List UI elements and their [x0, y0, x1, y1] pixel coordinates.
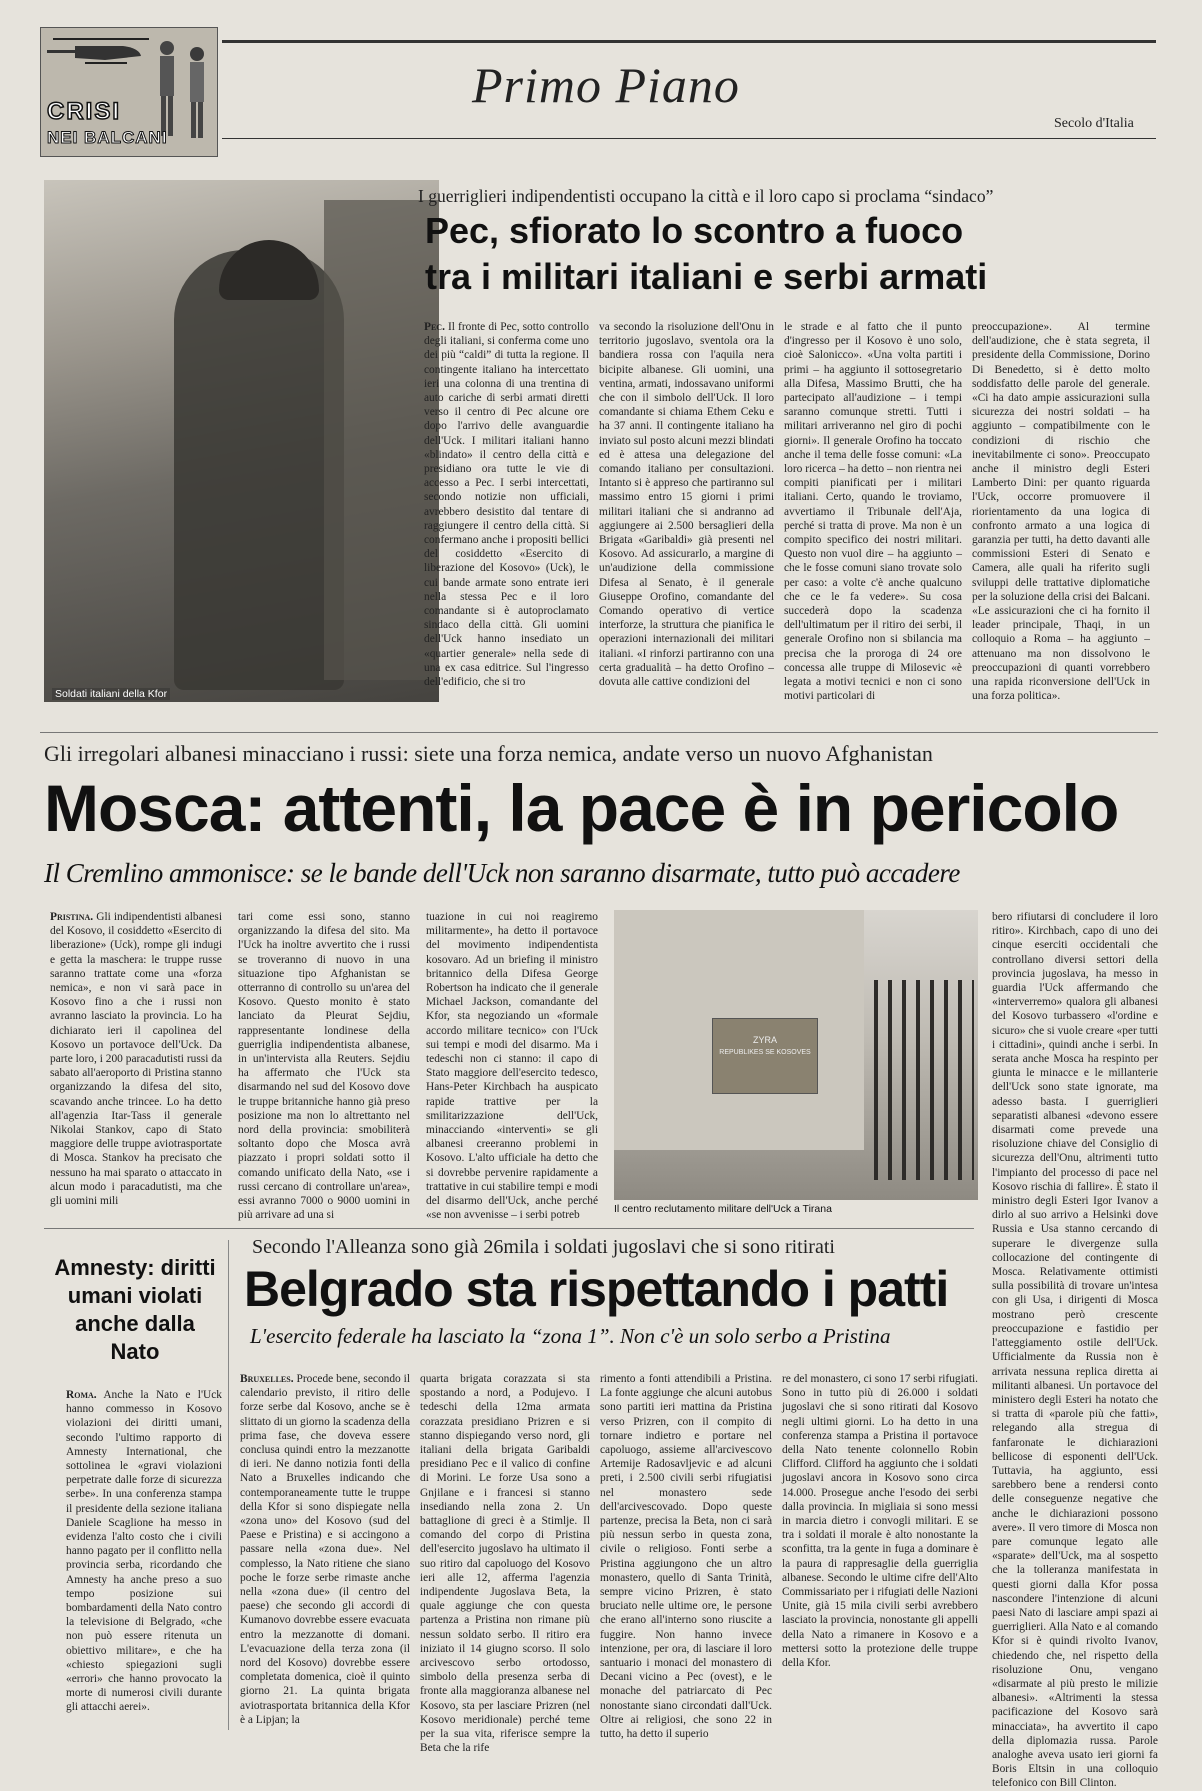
- masthead: Secolo d'Italia: [1054, 116, 1134, 131]
- plaque-line-2: REPUBLIKES SE KOSOVES: [719, 1049, 811, 1056]
- body-col-2: [420, 1372, 590, 1755]
- vehicle: [324, 200, 439, 680]
- headline-line-1: Pec, sfiorato lo scontro a fuoco: [425, 210, 964, 251]
- dateline: Bruxelles.: [240, 1373, 294, 1385]
- dateline: Pec.: [424, 321, 445, 333]
- body-col-3: [784, 320, 962, 703]
- body-text: va secondo la risoluzione dell'Onu in territorio jugoslavo, sventola ora la bandiera rossa con l'aquila nera bicipite albanese. Gli uomini, una ventina, armati, indossavano uniformi che con il simbolo dell'Uck. Il loro comandante si chiama Ethem Ceku e ha 37 anni. Il contingente italiano ha inviato sul posto alcuni mezzi blindati ed è attesa una delegazione del comando italiano per consultazioni. Intanto si è appreso che partiranno sul massimo entro 15 giorni i primi militari italiani che si andranno ad aggiungere ai 2.500 bersaglieri della Brigata «Garibaldi» già presenti nel Kosovo. Ad assicurarlo, a margine di un'audizione della commissione Difesa al Senato, è il generale Giuseppe Orofino, comandante del Comando operativo di vertice interforze, la struttura che pianifica le operazioni internazionali dei militari italiani. «I rinforzi partiranno con una certa gradualità – ha detto Orofino – dovuta alle cattive condizioni del: [599, 321, 774, 689]
- body-col-4: [782, 1372, 978, 1730]
- body-text: tuazione in cui noi reagiremo militarmente», ha detto il portavoce del movimento indipendentista kosovaro. Ad un briefing il ministro britannico della Difesa George Robertson ha indicato che il generale Michael Jackson, comandante del Kfor, sta negoziando un «formale accordo militare tecnico» con l'Uck sui tempi e modi del disarmo. Ma i tedeschi non ci stanno: il capo di Stato maggiore dell'esercito tedesco, Hans-Peter Kirchbach ha auspicato rapide trattive per la smilitarizzazione dell'Uck, minacciando «interventi» se gli albanesi creeranno problemi in Kosovo. L'alto ufficiale ha detto che si dovrebbe pervenire rapidamente a trattative in cui stabilire tempi e modi del disarmo dell'Uck, anche perché «se non avvenisse – i serbi potreb: [426, 911, 598, 1222]
- headline-line-2: tra i militari italiani e serbi armati: [425, 256, 988, 297]
- section-divider: [40, 732, 1158, 733]
- body-col-2: [238, 910, 410, 1222]
- body-text: Anche la Nato e l'Uck hanno commesso in Kosovo violazioni dei diritti umani, secondo l'ultimo rapporto di Amnesty International, che sottolinea le «gravi violazioni perpetrate dalle forze di sicurezza serbe». In una conferenza stampa il presidente della sezione italiana Daniele Scaglione ha messo in evidenza l'alto costo che i civili hanno pagato per il conflitto nella provincia serba, ricordando che Amnesty ha anche preso a suo tempo posizione sui bombardamenti della Nato contro la televisione di Belgrado, «che non può essere ritenuta un obiettivo militare», e che ha «chiesto spiegazioni sugli «errori» che hanno provocato la morte di numerosi civili durante gli attacchi aerei».: [66, 1389, 222, 1714]
- body-col-1: [66, 1388, 222, 1728]
- section-logo: [40, 27, 218, 157]
- dateline: Roma.: [66, 1389, 97, 1401]
- section-title: Primo Piano: [472, 57, 740, 113]
- photo-caption: Soldati italiani della Kfor: [52, 688, 170, 700]
- body-text: Gli indipendentisti albanesi del Kosovo, il cosiddetto «Esercito di liberazione» (Uck), rompe gli indugi e getta la maschera: le truppe russe saranno trattate come una «forza nemica», e non vi sarà pace in Kosovo fino a che i russi non avranno lasciato la provincia. Lo ha dichiarato ieri il capolinea del Kosovo un portavoce dell'Uck. Da parte loro, i 200 paracadutisti russi da sabato all'aeroporto di Pristina stanno organizzando la difesa del sito, scavando anche trincee. Lo ha detto all'agenzia Itar-Tass il generale Nikolai Stankov, capo di Stato maggiore delle truppe aviotrasportate di Mosca. Stankov ha precisato che nessuno ha mai sparato o attaccato in alcun modo i paracadutisti, ma che gli uomini mili: [50, 911, 222, 1208]
- body-col-3: [600, 1372, 772, 1741]
- body-text: le strade e al fatto che il punto d'ingresso per il Kosovo è uno solo, cioè Salonicco». «Una volta partiti i primi – ha aggiunto il sottosegretario alla Difesa, Massimo Brutti, che ha partecipato all'audizione – i tempi saranno comunque stretti. Tutti i militari arriveranno nel giro di pochi giorni». Il generale Orofino ha toccato anche il tema delle fosse comuni: «La loro ricerca – ha detto – non rientra nei compiti pianificati per i militari italiani. Certo, quando le troviamo, avvertiamo il Tribunale dell'Aja, perché si tratta di prove. Ma non è un compito specifico dei nostri militari. Questo non vuol dire – ha aggiunto – che le fosse comuni siano trovate solo per caso: a volte c'è anche qualcuno che ce le fa vedere». Su cosa succederà dopo la scadenza dell'ultimatum per il ritiro dei serbi, il generale Orofino non si sbilancia ma precisa che la proroga di 24 ore concessa alle truppe di Milosevic «è legata a motivi tecnici e non ci sono motivi particolari di: [784, 321, 962, 703]
- body-text: re del monastero, ci sono 17 serbi rifugiati. Sono in tutto più di 26.000 i soldati jugoslavi che si sono ritirati dal Kosovo negli ultimi giorni. Lo ha detto in una conferenza stampa a Pristina il portavoce della Nato tenente colonnello Robin Clifford. Clifford ha aggiunto che i soldati jugoslavi ancora in Kosovo sono circa 14.000. Prosegue anche l'esodo dei serbi dalla provincia. In migliaia si sono messi in marcia dietro i convogli militari. E se tra i soldati il morale è alto nonostante la sconfitta, tra la gente in fuga a dominare è la paura di rappresaglie della guerriglia albanese. Secondo le ultime cifre dell'Alto Commissariato per i rifugiati delle Nazioni Unite, già 15 mila civili serbi avrebbero lasciato la provincia, nonostante gli appelli della Nato a rimanere in Kosovo e a mettersi sotto la protezione delle truppe della Kfor.: [782, 1373, 978, 1670]
- logo-crisi: CRISI: [47, 98, 122, 125]
- body-text: rimento a fonti attendibili a Pristina. La fonte aggiunge che alcuni autobus sono partiti ieri mattina da Pristina verso Prizren, con il compito di tornare indietro e portare nel capoluogo, assieme all'arcivescovo Artemije Radosavljevic e ad alcuni preti, i 2.500 civili serbi rifugiatisi nel monastero sede dell'arcivescovado. Dopo queste partenze, precisa la Beta, non ci sarà più nessun serbo in questa zona, civile o religioso. Fonti serbe a Pristina aggiungono che un altro monastero, quello di Santa Trinità, sempre vicino Prizren, è stato bruciato nelle ultime ore, le persone che erano all'interno sono riuscite a fuggire. Non hanno invece intenzione, per ora, di lasciare il loro santuario i monaci del monastero di Decani vicino a Pec (ovest), e le monache del patriarcato di Pec nonostante siano circondati dall'Uck. Oltre ai religiosi, che sono 22 in tutto, ha detto il superio: [600, 1373, 772, 1741]
- body-text: Il fronte di Pec, sotto controllo degli italiani, si conferma come uno dei più “caldi” di tutta la regione. Il contingente italiano ha intercettato ieri una colonna di una trentina di auto cariche di serbi armati diretti verso il centro di Pec alcune ore dopo l'arrivo delle avanguardie dell'Uck. I militari italiani hanno «blindato» il centro della città e presidiano ora tutte le vie di accesso a Pec. I serbi intercettati, secondo notizie non ufficiali, avrebbero desistito dal tentare di raggiungere il centro della città. Si confermano anche i propositi bellici del cosiddetto «Esercito di liberazione del Kosovo» (Uck), le cui bande armate sono entrate ieri nella stessa Pec e il loro comandante si è autoproclamato sindaco della città. Gli uomini dell'Uck hanno insediato un «quartier generale» nella sede di una ex casa editrice. Sul l'ingresso dell'edificio, che si tro: [424, 321, 589, 689]
- plaque-line-1: ZYRA: [752, 1035, 777, 1045]
- headline: Belgrado sta rispettando i patti: [244, 1261, 949, 1317]
- recruitment-center-photo: [614, 910, 978, 1200]
- body-col-1: [240, 1372, 410, 1730]
- soldier-photo: [44, 180, 439, 702]
- body-col-1: [424, 320, 589, 700]
- body-text: preoccupazione». Al termine dell'audizione, che è stata segreta, il presidente della Commissione, Dorino Di Benedetto, si è detto molto soddisfatto delle parole del generale. «Ci ha dato ampie assicurazioni sulla sicurezza dei nostri soldati – ha aggiunto – compatibilmente con le condizioni di rischio che inevitabilmente ci sono». Preoccupato anche il ministro degli Esteri Lamberto Dini: per quanto riguarda l'Uck, occorre promuovere il riorientamento da una logica di confronto armato a una logica di garanzia per tutti, ha detto davanti alle commissioni Esteri di Senato e Camera, alle quali ha riferito sugli sviluppi delle trattative diplomatiche per la soluzione della crisi dei Balcani. «Le assicurazioni che ci ha fornito il leader principale, Thaqi, in un colloquio a Roma – ha aggiunto – attenuano ma non dissolvono le preoccupazioni di quanti vorrebbero una rapida riconversione dell'Uck in una forza politica».: [972, 321, 1150, 703]
- body-col-3: [426, 910, 598, 1222]
- body-text: tari come essi sono, stanno organizzando la difesa del sito. Ma l'Uck ha inoltre avvertito che i russi se troveranno di nuovo in una situazione tipo Afghanistan se otterranno di controllo su un'area del Kosovo. Questo monito è stato lanciato da Pleurat Sejdiu, rappresentante londinese della guerriglia indipendentista albanese, in un'intervista alla Reuters. Sejdiu ha affermato che l'Uck sta disarmando nel sud del Kosovo dove le truppe britanniche hanno già preso posizione ma non lo altrettanto nel nord della provincia: smobiliterà soltanto dopo che Mosca avrà piazzato i propri soldati sotto il comando unificato della Nato, «se i russi cercano di controllare un'area», essi avranno 7000 o 9000 uomini in più arrivare ad una si: [238, 911, 410, 1222]
- section-divider-2: [44, 1228, 974, 1229]
- deck: L'esercito federale ha lasciato la “zona 1”. Non c'è un solo serbo a Pristina: [250, 1324, 891, 1348]
- body-col-4: [972, 320, 1150, 703]
- column-rule: [228, 1240, 229, 1730]
- body-text: bero rifiutarsi di concludere il loro ritiro». Kirchbach, capo di uno dei cinque eserciti occidentali che controllano diversi settori della provincia jugoslava, ha messo in guardia l'Uck affermando che «interverremo» qualora gli albanesi del Kosovo turbassero «l'ordine e sicuro» che si vuole creare «per tutti i cittadini», quindi anche i serbi. In serata anche Mosca ha respinto per giunta le minacce e le millanterie dell'Uck sono state ignorate, ma adesso basta. I guerriglieri separatisti albanesi «devono essere disarmati come prevede una risoluzione chiave del Consiglio di sicurezza dell'Onu, altrimenti tutto l'impianto del processo di pace nel Kosovo rischia di fallire». È stato il ministro degli Esteri Igor Ivanov a dirlo al suo arrivo a Helsinki dove Russia e Usa stanno cercando di superare le divergenze sulla collocazione del contingente di Mosca. Relativamente ottimisti sulla possibilità di trovare un'intesa con gli Usa, i dirigenti di Mosca mostrano però crescente preoccupazione e fastidio per l'atteggiamento ostile dell'Uck. Ufficialmente da Russia non è arrivata nessuna replica diretta ai militanti albanesi. Un portavoce del ministero degli Esteri ha notato che si tratta di «parole più che fatti», relegando alla stregua di fanfaronate le dichiarazioni bellicose di esponenti dell'Uck. Tuttavia, ha aggiunto, essi sarebbero bene a rendersi conto delle conseguenze negative che anche le dichiarazioni possono avere». Il vero timore di Mosca non pare comunque legato alle «sparate» dell'Uck, ma al sospetto che la tolleranza manifestata in questi giorni dalla Kfor possa nascondere l'intenzione di alcuni paesi Nato di lasciare ampi spazi ai guerriglieri. Alla Nato e al comando Kfor si è quindi rivolto Ivanov, chiedendo che, nel rispetto della risoluzione Onu, vengano «disarmate al più presto le milizie albanesi». «Altrimenti la stessa pacificazione del Kosovo sarà minacciata», ha avvertito il capo della diplomazia russa. Parole analoghe aveva usato ieri giorni fa Boris Eltsin in una colloquio telefonico con Bill Clinton.: [992, 911, 1158, 1790]
- dateline: Pristina.: [50, 911, 94, 923]
- header-rule-bottom: [222, 138, 1156, 139]
- header-rule-top: [222, 40, 1156, 43]
- logo-nei-balcani: NEI BALCANI: [47, 128, 168, 147]
- body-text: quarta brigata corazzata si sta spostando a nord, a Podujevo. I tedeschi della 12ma armata corazzata presidiano Prizren e si stanno dispiegando verso nord, gli italiani della brigata Garibaldi presidiano Pec e il valico di confine di Morini. Le forze Usa sono a Gnjilane e i francesi si stanno insediando nella zona 2. Un battaglione di greci è a Stimlje. Il comando del corpo di Pristina dell'esercito jugoslavo ha ultimato il suo ritiro dal capoluogo del Kosovo ieri alle 12, afferma l'agenzia indipendente Jugoslava Beta, la quale aggiunge che con questa partenza a Pristina non rimane più nessun soldato serbo. Il ritiro era iniziato il 14 giugno scorso. Il solo arcivescovo serbo ortodosso, simbolo della presenza serba di fronte alla maggioranza albanese nel Kosovo, sta per lasciare Prizren (nel Kosovo meridionale) perché teme per la sua vita, riferisce sempre la Beta che la rife: [420, 1373, 590, 1755]
- kicker: I guerriglieri indipendentisti occupano la città e il loro capo si proclama “sindaco”: [418, 186, 994, 206]
- headline: Amnesty: diritti umani violati anche dalla Nato: [54, 1255, 216, 1364]
- body-text: Procede bene, secondo il calendario previsto, il ritiro delle forze serbe dal Kosovo, anche se è slittato di un giorno la scadenza della prima fase, che doveva essere conclusa quindi entro la mezzanotte di ieri. Ne danno notizia fonti della Nato a Bruxelles indicando che contemporaneamente tutte le truppe della Kfor si sono dispiegate nella «zona uno» del Kosovo (sud del Paese e Pristina) e si accingono a passare nella «zona due». Nel complesso, la Nato ritiene che siano poche le forze serbe rimaste anche nella «zona due» (il centro del paese) che secondo gli accordi di Kumanovo dovrebbe essere evacuata entro la mezzanotte di domani. L'evacuazione della terza zona (il nord del Kosovo) dovrebbe essere completata domenica, cioè il quinto giorno 21. La quinta brigata aviotrasportata britannica della Kfor è a Lipjan; la: [240, 1373, 410, 1726]
- body-col-1: [50, 910, 222, 1218]
- gate: [874, 980, 974, 1180]
- plaque: [712, 1018, 818, 1094]
- soldier-silhouette: [174, 250, 344, 690]
- headline: Mosca: attenti, la pace è in pericolo: [44, 771, 1119, 845]
- body-col-2: [599, 320, 774, 700]
- kicker: Gli irregolari albanesi minacciano i russi: siete una forza nemica, andate verso un nuovo Afghanistan: [44, 741, 933, 766]
- body-col-4: [992, 910, 1158, 1790]
- photo-caption: Il centro reclutamento militare dell'Uck a Tirana: [614, 1203, 832, 1215]
- deck: Il Cremlino ammonisce: se le bande dell'Uck non saranno disarmate, tutto può accadere: [44, 858, 960, 888]
- helicopter-icon: [45, 34, 155, 74]
- kicker: Secondo l'Alleanza sono già 26mila i soldati jugoslavi che si sono ritirati: [252, 1236, 835, 1258]
- helmet: [219, 240, 319, 300]
